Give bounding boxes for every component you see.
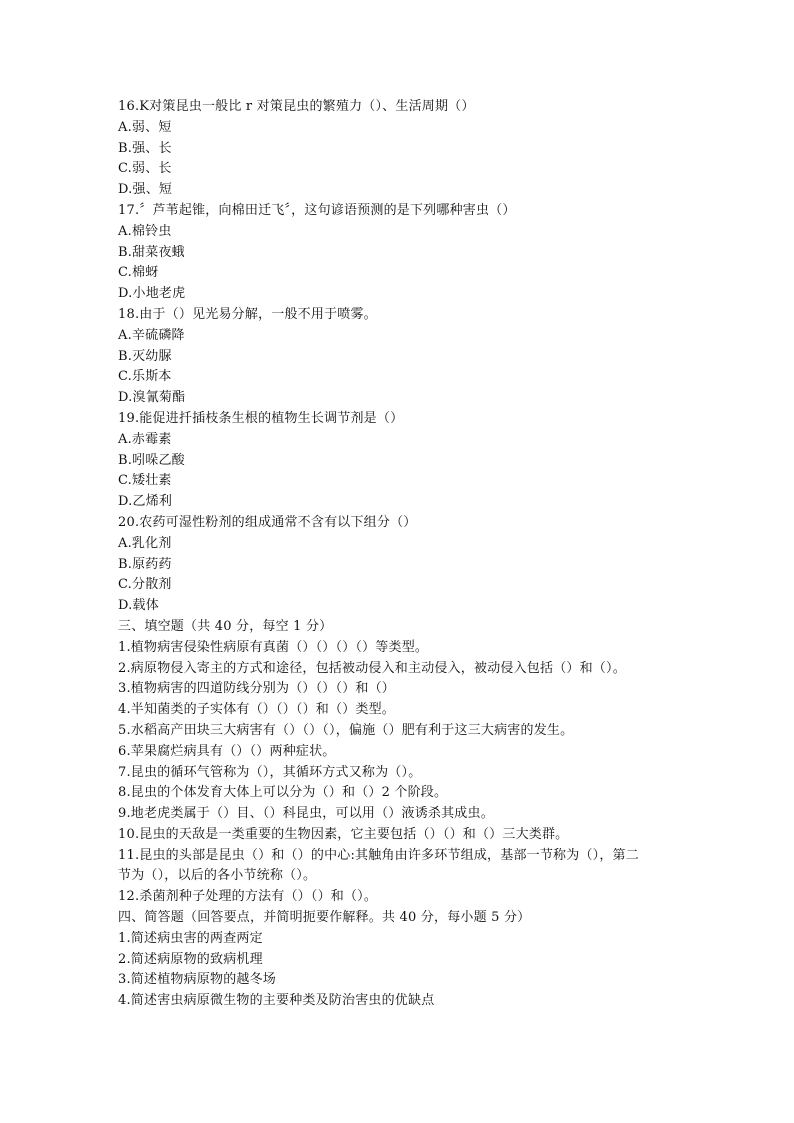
text-line: 3.植物病害的四道防线分别为（）（）（）和（） (118, 681, 396, 697)
text-line: D.小地老虎 (118, 286, 186, 302)
text-line: 3.简述植物病原物的越冬场 (118, 972, 277, 988)
text-line: 20.农药可湿性粉剂的组成通常不含有以下组分（） (118, 514, 417, 530)
text-line: 8.昆虫的个体发育大体上可以分为（）和（）2 个阶段。 (118, 785, 448, 801)
text-line: 2.简述病原物的致病机理 (118, 951, 263, 967)
text-line: B.吲哚乙酸 (118, 452, 185, 468)
text-line: C.棉蚜 (118, 265, 159, 281)
text-line: 三、填空题（共 40 分，每空 1 分） (118, 618, 333, 634)
text-line: B.强、长 (118, 140, 172, 156)
text-line: 2.病原物侵入寄主的方式和途径，包括被动侵入和主动侵入，被动侵入包括（）和（）。 (118, 660, 626, 676)
text-line: D.强、短 (118, 182, 173, 198)
text-line: C.分散剂 (118, 577, 172, 593)
text-line: 4.简述害虫病原微生物的主要种类及防治害虫的优缺点 (118, 993, 435, 1009)
text-line: B.甜菜夜蛾 (118, 244, 185, 260)
text-line: 11.昆虫的头部是昆虫（）和（）的中心:其触角由许多环节组成，基部一节称为（），第二 (118, 847, 639, 863)
text-line: 四、简答题（回答要点，并简明扼要作解释。共 40 分，每小题 5 分） (118, 910, 531, 926)
document-body (118, 97, 678, 1012)
text-line: 9.地老虎类属于（）目、（）科昆虫，可以用（）液诱杀其成虫。 (118, 806, 494, 822)
text-line: C.弱、长 (118, 161, 172, 177)
text-line: 17.〞芦苇起锥，向棉田迁飞〞，这句谚语预测的是下列哪种害虫（） (118, 202, 516, 218)
text-line: B.原药药 (118, 556, 172, 572)
text-line: 1.植物病害侵染性病原有真菌（）（）（）（）等类型。 (118, 639, 429, 655)
text-line: A.弱、短 (118, 119, 172, 135)
text-line: A.棉铃虫 (118, 223, 172, 239)
text-line: 6.苹果腐烂病具有（）（）两种症状。 (118, 743, 336, 759)
text-line: A.赤霉素 (118, 431, 172, 447)
text-line: 5.水稻高产田块三大病害有（）（）（），偏施（）肥有利于这三大病害的发生。 (118, 722, 574, 738)
text-line: B.灭幼脲 (118, 348, 172, 364)
text-line: 1.简述病虫害的两查两定 (118, 930, 263, 946)
text-line: 4.半知菌类的子实体有（）（）（）和（）类型。 (118, 702, 396, 718)
text-line: C.乐斯本 (118, 369, 172, 385)
text-line: 7.昆虫的循环气管称为（），其循环方式又称为（）。 (118, 764, 422, 780)
text-line: 10.昆虫的天敌是一类重要的生物因素，它主要包括（）（）和（）三大类群。 (118, 826, 569, 842)
text-line: A.辛硫磷降 (118, 327, 185, 343)
text-line: C.矮壮素 (118, 473, 172, 489)
text-line: 16.K对策昆虫一般比 r 对策昆虫的繁殖力（）、生活周期（） (118, 99, 475, 114)
text-line: D.溴氰菊酯 (118, 390, 186, 406)
text-line: 12.杀菌剂种子处理的方法有（）（）和（）。 (118, 889, 378, 905)
text-line: 18.由于（）见光易分解，一般不用于喷雾。 (118, 306, 377, 322)
text-line: D.乙烯利 (118, 494, 173, 510)
text-line: A.乳化剂 (118, 535, 172, 551)
text-line: 19.能促进扦插枝条生根的植物生长调节剂是（） (118, 410, 404, 426)
text-line: 节为（），以后的各小节统称（）。 (118, 868, 317, 884)
text-line: D.载体 (118, 598, 159, 614)
